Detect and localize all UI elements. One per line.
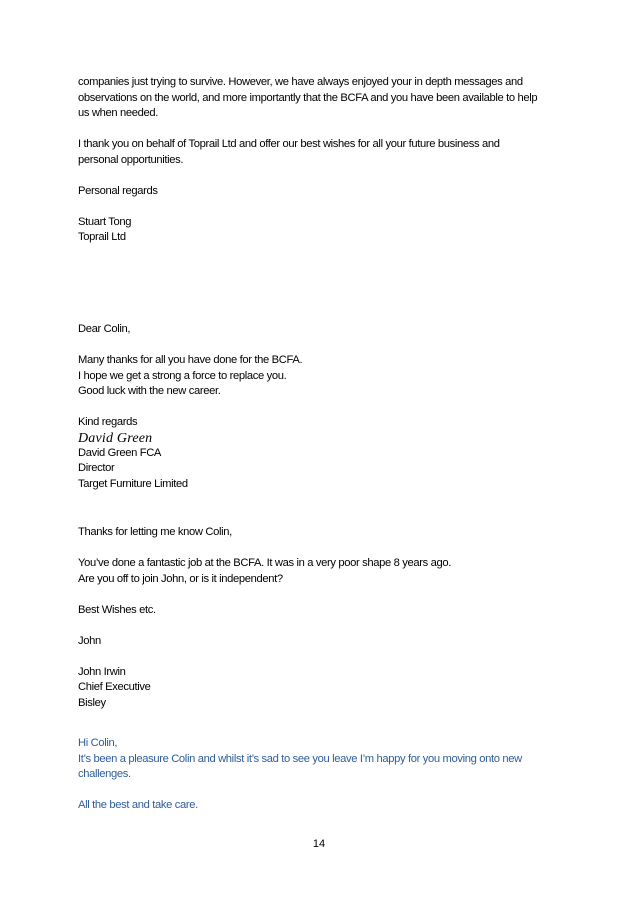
paragraph-line: observations on the world, and more importantly that the BCFA and you have been available to help	[78, 91, 538, 104]
sender-company: Target Furniture Limited	[78, 477, 188, 490]
letter-bisley	[78, 525, 568, 711]
sender-short-name: John	[78, 634, 101, 647]
letter-target-furniture	[78, 322, 568, 492]
letter-blue	[78, 736, 568, 814]
paragraph-line: Good luck with the new career.	[78, 385, 221, 397]
sender-name: John Irwin	[78, 665, 126, 678]
sender-name: Stuart Tong	[78, 215, 132, 228]
sender-company: Toprail Ltd	[78, 231, 126, 243]
paragraph-line: Many thanks for all you have done for the BCFA.	[78, 354, 303, 366]
sender-title: Chief Executive	[78, 681, 151, 693]
paragraph-line: us when needed.	[78, 107, 158, 119]
greeting: Thanks for letting me know Colin,	[78, 526, 232, 538]
closing: Personal regards	[78, 184, 158, 197]
handwritten-signature: David Green	[78, 430, 153, 446]
paragraph-line: I thank you on behalf of Toprail Ltd and offer our best wishes for all your future business and	[78, 138, 500, 150]
closing: Best Wishes etc.	[78, 603, 156, 616]
paragraph-line: You’ve done a fantastic job at the BCFA. It was in a very poor shape 8 years ago.	[78, 557, 451, 569]
paragraph-line: I hope we get a strong a force to replace you.	[78, 369, 287, 382]
greeting: Dear Colin,	[78, 323, 131, 335]
paragraph-line: It’s been a pleasure Colin and whilst it’s sad to see you leave I’m happy for you moving onto new	[78, 752, 522, 765]
paragraph-line: companies just trying to survive. However, we have always enjoyed your in depth messages and	[78, 76, 523, 88]
paragraph-line: challenges.	[78, 768, 131, 780]
paragraph-line: Are you off to join John, or is it independent?	[78, 572, 283, 585]
paragraph-line: personal opportunities.	[78, 153, 184, 166]
sender-company: Bisley	[78, 696, 106, 709]
closing: All the best and take care.	[78, 799, 198, 811]
sender-name: David Green FCA	[78, 446, 162, 459]
greeting: Hi Colin,	[78, 737, 118, 749]
closing: Kind regards	[78, 416, 138, 428]
letter-toprail	[78, 75, 568, 246]
page-number: 14	[312, 838, 326, 850]
sender-title: Director	[78, 462, 115, 474]
